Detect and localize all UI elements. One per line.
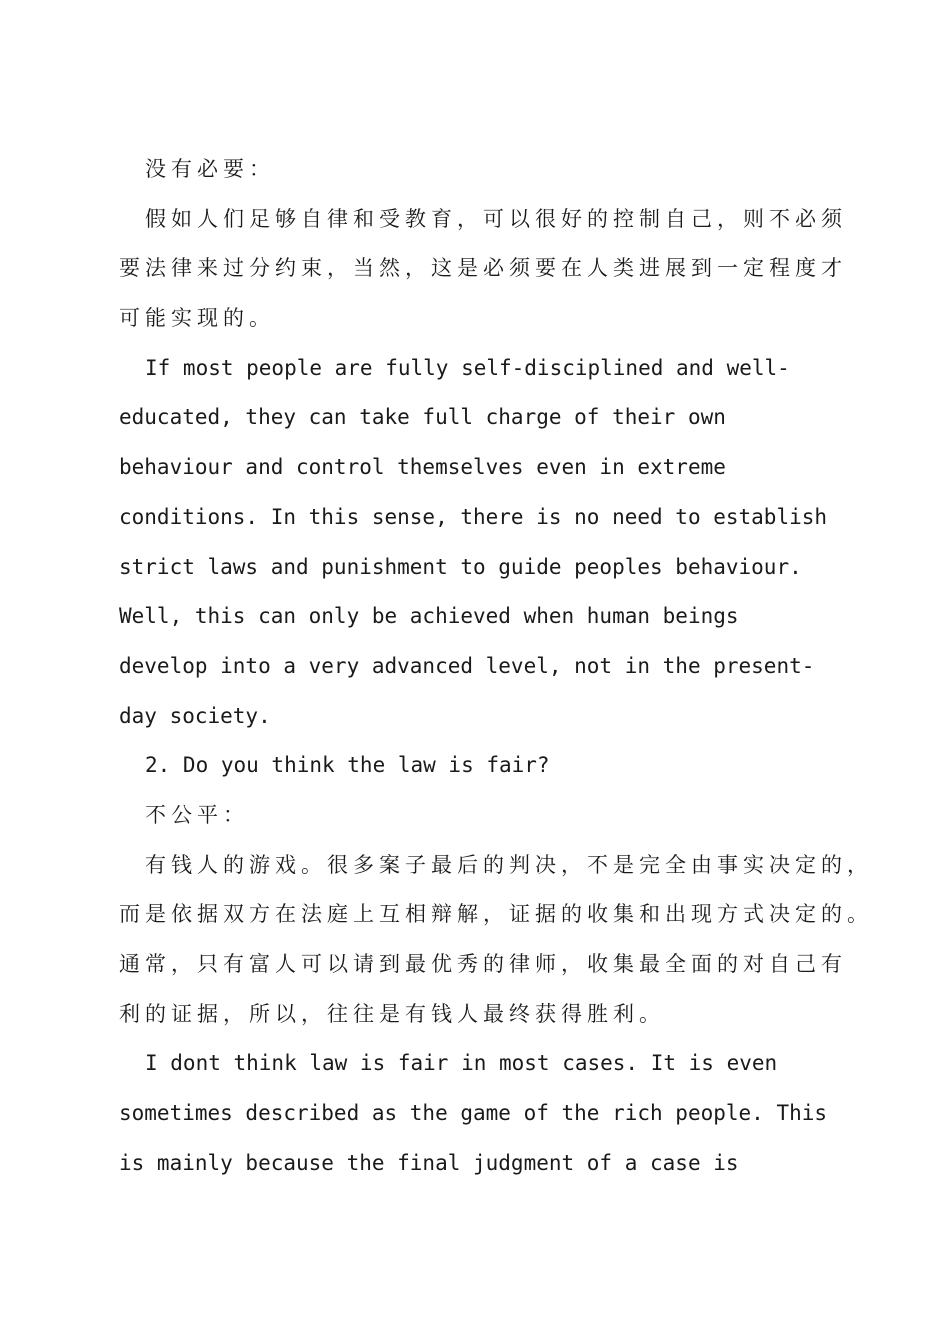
text-line: 可能实现的。	[119, 306, 275, 331]
text-line: sometimes described as the game of the rich people. This	[119, 1101, 828, 1126]
text-line: develop into a very advanced level, not in the present-	[119, 653, 815, 678]
text-line: 没有必要：	[145, 157, 275, 181]
text-line: 假如人们足够自律和受教育，可以很好的控制自己，则不必须	[145, 206, 847, 231]
text-line: 2. Do you think the law is fair?	[145, 753, 550, 778]
text-line: is mainly because the final judgment of a case is	[119, 1150, 739, 1175]
text-line: If most people are fully self-disciplined and well-	[145, 355, 790, 380]
text-line: conditions. In this sense, there is no need to establish	[119, 504, 828, 529]
text-line: 不公平：	[145, 802, 249, 827]
text-line: I dont think law is fair in most cases. It is even	[145, 1051, 778, 1076]
text-line: educated, they can take full charge of their own	[119, 405, 726, 430]
text-line: 利的证据，所以，往往是有钱人最终获得胜利。	[119, 1001, 665, 1026]
text-line: strict laws and punishment to guide peoples behaviour.	[119, 554, 802, 579]
document-body	[119, 145, 873, 1188]
text-line: 而是依据双方在法庭上互相辩解，证据的收集和出现方式决定的。	[119, 902, 873, 927]
text-line: Well, this can only be achieved when human beings	[119, 604, 739, 629]
text-line: 要法律来过分约束，当然，这是必须要在人类进展到一定程度才	[119, 256, 847, 281]
text-line: day society.	[119, 703, 271, 728]
text-line: behaviour and control themselves even in extreme	[119, 455, 726, 480]
text-line: 有钱人的游戏。很多案子最后的判决，不是完全由事实决定的，	[145, 852, 873, 877]
text-line: 通常，只有富人可以请到最优秀的律师，收集最全面的对自己有	[119, 952, 847, 976]
